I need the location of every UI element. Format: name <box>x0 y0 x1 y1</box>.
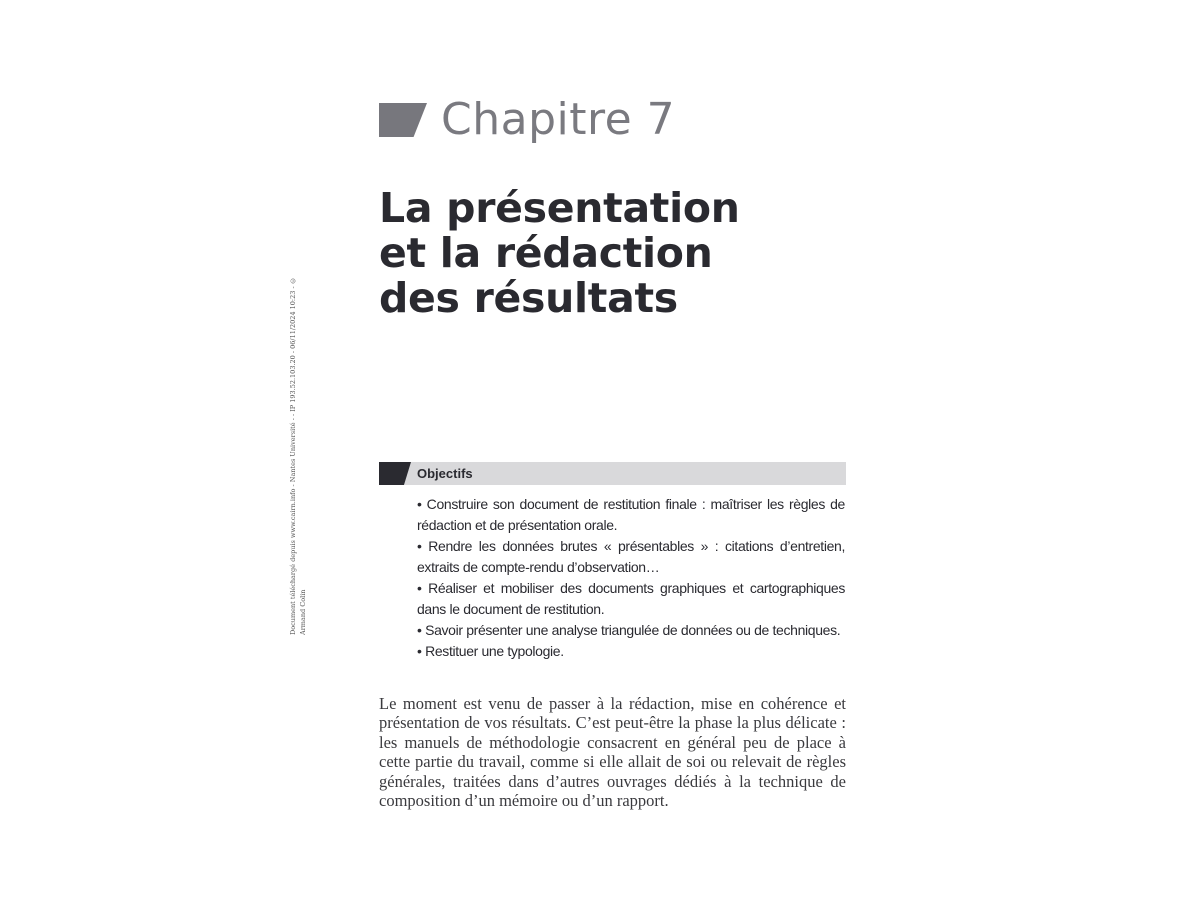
objective-item: • Rendre les données brutes « présentables » : citations d’entretien, extraits de compte-rendu d’observation… <box>417 538 845 575</box>
title-line-3: des résultats <box>379 274 678 322</box>
download-watermark <box>288 276 312 635</box>
watermark-line-1: Document téléchargé depuis www.cairn.info - Nantes Université - - IP 193.52.103.20 - 06/11/2024 10:23 - © <box>289 276 297 635</box>
objectives-marker-shape <box>379 462 411 485</box>
objective-item: • Construire son document de restitution finale : maîtriser les règles de rédaction et de présentation orale. <box>417 496 845 533</box>
chapter-label: Chapitre 7 <box>441 94 676 145</box>
objectives-list <box>417 494 845 662</box>
objective-item: • Savoir présenter une analyse triangulée de données ou de techniques. <box>417 622 841 638</box>
title-line-1: La présentation <box>379 184 740 232</box>
chapter-title <box>379 186 839 321</box>
watermark-line-2: Armand Colin <box>299 589 307 635</box>
objective-item: • Réaliser et mobiliser des documents graphiques et cartographiques dans le document de restitution. <box>417 580 845 617</box>
objectives-header-bar <box>379 462 846 485</box>
chapter-header <box>379 96 675 144</box>
intro-paragraph: Le moment est venu de passer à la rédaction, mise en cohérence et présentation de vos résultats. C’est peut-être la phase la plus délicate : les manuels de méthodologie consacrent en général peu de place à cette partie du travail, comme si elle allait de soi ou relevait de règles générales, traitées dans d’autres ouvrages dédiés à la technique de composition d’un mémoire ou d’un rapport. <box>379 694 846 811</box>
objective-item: • Restituer une typologie. <box>417 643 564 659</box>
title-line-2: et la rédaction <box>379 229 713 277</box>
chapter-marker-shape <box>379 103 427 137</box>
objectives-heading: Objectifs <box>417 466 473 481</box>
